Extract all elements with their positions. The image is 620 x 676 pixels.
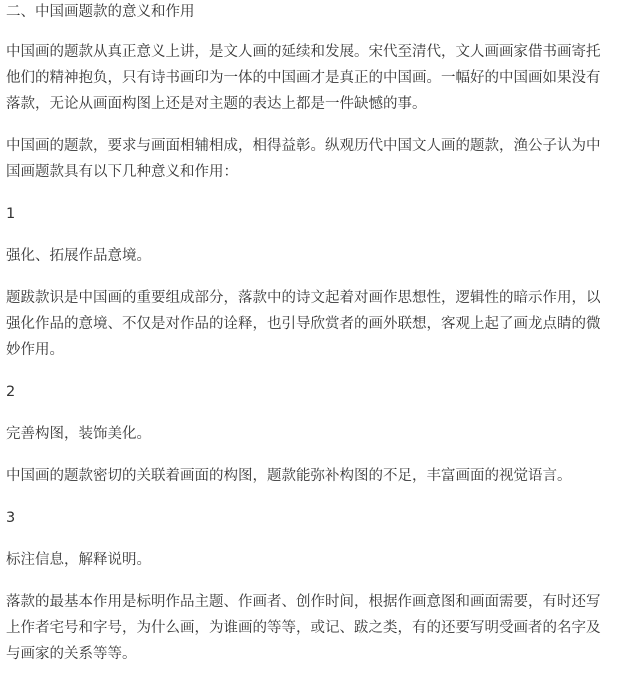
item-number-1: 1 <box>6 206 16 222</box>
paragraph-line: 与画家的关系等等。 <box>6 646 137 662</box>
item-number-3: 3 <box>6 510 16 526</box>
paragraph-line: 落款，无论从画面构图上还是对主题的表达上都是一件缺憾的事。 <box>6 96 427 112</box>
paragraph-line: 他们的精神抱负，只有诗书画印为一体的中国画才是真正的中国画。一幅好的中国画如果没有 <box>6 70 601 86</box>
item-number-2: 2 <box>6 384 16 400</box>
item-title-3: 标注信息，解释说明。 <box>6 552 151 568</box>
item-title-1: 强化、拓展作品意境。 <box>6 248 151 264</box>
paragraph-line: 题跋款识是中国画的重要组成部分，落款中的诗文起着对画作思想性，逻辑性的暗示作用，以 <box>6 290 601 306</box>
paragraph-line: 中国画的题款密切的关联着画面的构图，题款能弥补构图的不足，丰富画面的视觉语言。 <box>6 468 572 484</box>
item-title-2: 完善构图，装饰美化。 <box>6 426 151 442</box>
paragraph-line: 强化作品的意境、不仅是对作品的诠释，也引导欣赏者的画外联想，客观上起了画龙点睛的微 <box>6 316 601 332</box>
paragraph-line: 中国画的题款，要求与画面相辅相成，相得益彰。纵观历代中国文人画的题款，渔公子认为中 <box>6 138 601 154</box>
paragraph-line: 国画题款具有以下几种意义和作用： <box>6 164 238 180</box>
paragraph-line: 妙作用。 <box>6 342 64 358</box>
section-heading: 二、中国画题款的意义和作用 <box>6 4 195 20</box>
paragraph-line: 落款的最基本作用是标明作品主题、作画者、创作时间，根据作画意图和画面需要，有时还写 <box>6 594 601 610</box>
paragraph-line: 上作者宅号和字号，为什么画，为谁画的等等，或记、跋之类，有的还要写明受画者的名字及 <box>6 620 601 636</box>
paragraph-line: 中国画的题款从真正意义上讲，是文人画的延续和发展。宋代至清代，文人画画家借书画寄托 <box>6 44 601 60</box>
